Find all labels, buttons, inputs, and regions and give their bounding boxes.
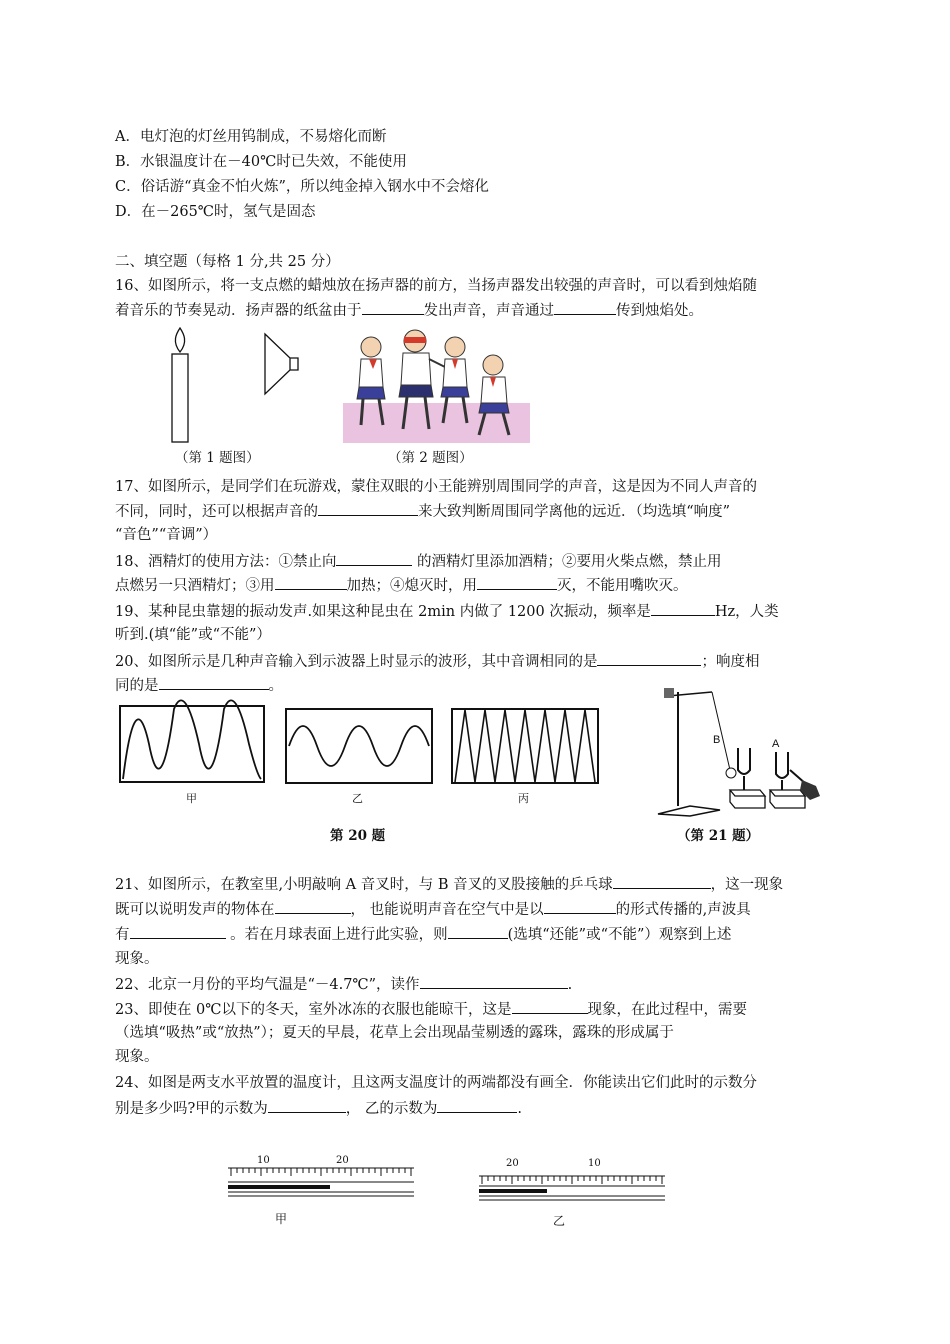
q23-text-b: 现象，在此过程中，需要: [587, 1002, 748, 1018]
q21-text-c: 既可以说明发声的物体在: [115, 902, 275, 918]
q20-blank-2[interactable]: [159, 675, 269, 690]
option-a: A．电灯泡的灯丝用钨制成，不易熔化而断: [115, 129, 387, 145]
q18-line1: [115, 551, 722, 572]
q19-blank-1[interactable]: [651, 601, 715, 616]
thermometer-jia-label: 甲: [275, 1212, 288, 1226]
q19-text-b: Hz，人类: [714, 604, 779, 620]
q24-text-c: .: [517, 1101, 522, 1117]
q23-blank-1[interactable]: [512, 999, 588, 1014]
q22-line: [115, 974, 572, 995]
q17-line1: 17、如图所示，是同学们在玩游戏，蒙住双眼的小王能辨别周围同学的声音，这是因为不同人声音的: [115, 479, 757, 495]
q16-line2: [115, 300, 703, 321]
q20-line2: [115, 675, 283, 696]
thermometer-yi: [479, 1174, 665, 1204]
q16-text-c: 传到烛焰处。: [616, 303, 703, 319]
children-game-figure: [343, 325, 530, 443]
q22-blank-1[interactable]: [420, 974, 568, 989]
q16-text-a: 着音乐的节奏晃动．扬声器的纸盆由于: [115, 303, 362, 319]
q17-text-a: 不同，同时，还可以根据声音的: [115, 504, 318, 520]
q21-blank-5[interactable]: [448, 924, 508, 939]
q16-text-b: 发出声音，声音通过: [423, 303, 554, 319]
q19-line2: 听到.(填“能”或“不能”）: [115, 627, 271, 643]
q20-text-b: ；响度相: [701, 654, 760, 670]
q21-text-d: ， 也能说明声音在空气中是以: [350, 902, 544, 918]
q22-text-b: .: [567, 977, 573, 993]
candle-icon: [172, 354, 188, 442]
thermometer-jia-tick-20: 20: [336, 1155, 349, 1166]
q17-line3: “音色”“音调”）: [115, 527, 218, 543]
q21-line2: [115, 899, 751, 920]
q23-line1: [115, 999, 747, 1020]
q23-line3: 现象。: [115, 1049, 159, 1065]
q18-text-d: 加热；④熄灭时，用: [346, 578, 477, 594]
fig21-caption: （第 21 题）: [677, 828, 760, 844]
q18-text-a: 18、酒精灯的使用方法：①禁止向: [115, 554, 337, 570]
q20-text-c: 同的是: [115, 678, 159, 694]
q24-blank-1[interactable]: [268, 1098, 346, 1113]
q18-text-b: 的酒精灯里添加酒精；②要用火柴点燃，禁止用: [412, 554, 722, 570]
thermometer-jia-tick-10: 10: [257, 1155, 270, 1166]
q21-blank-3[interactable]: [544, 899, 616, 914]
q20-blank-1[interactable]: [597, 651, 701, 666]
option-b: B．水银温度计在－40℃时已失效，不能使用: [115, 154, 407, 170]
q24-line1: 24、如图是两支水平放置的温度计，且这两支温度计的两端都没有画全．你能读出它们此时的示数分: [115, 1075, 757, 1091]
q21-text-g: 。若在月球表面上进行此实验，则: [225, 927, 448, 943]
fork-label-a: A: [772, 738, 780, 750]
thermometer-yi-tick-20: 20: [506, 1158, 519, 1169]
q17-blank-1[interactable]: [318, 501, 418, 516]
flame-icon: [175, 328, 184, 352]
ball-icon: [726, 768, 736, 778]
speaker-icon: [265, 334, 298, 394]
fork-label-b: B: [713, 734, 721, 746]
thermometer-yi-tick-10: 10: [588, 1158, 601, 1169]
fig1-caption: （第 1 题图）: [175, 450, 260, 466]
fig2-caption: （第 2 题图）: [388, 450, 473, 466]
option-d: D．在－265℃时，氢气是固态: [115, 204, 316, 220]
q24-text-b: ， 乙的示数为: [345, 1101, 438, 1117]
q16-line1: 16、如图所示，将一支点燃的蜡烛放在扬声器的前方，当扬声器发出较强的声音时，可以看到烛焰随: [115, 278, 757, 294]
wave-label-jia: 甲: [186, 793, 197, 805]
fig20-caption: 第 20 题: [330, 828, 386, 844]
q20-line1: [115, 651, 759, 672]
wave-label-yi: 乙: [352, 793, 363, 805]
q17-line2: [115, 501, 730, 522]
thermometer-yi-label: 乙: [553, 1214, 566, 1228]
q18-line2: [115, 575, 688, 596]
waveform-jia: [119, 705, 265, 783]
candle-speaker-figure: [160, 328, 310, 448]
section-heading: 二、填空题（每格 1 分,共 25 分）: [115, 254, 340, 270]
q21-text-e: 的形式传播的,声波具: [615, 902, 751, 918]
q18-blank-1[interactable]: [336, 551, 412, 566]
q19-line1: [115, 601, 779, 622]
q19-text-a: 19、某种昆虫靠翅的振动发声.如果这种昆虫在 2min 内做了 1200 次振动，频率是: [115, 604, 651, 620]
q16-blank-1[interactable]: [362, 300, 424, 315]
q18-text-c: 点燃另一只酒精灯；③用: [115, 578, 275, 594]
q21-text-h: (选填“还能”或“不能”）观察到上述: [507, 927, 732, 943]
q23-line2: （选填“吸热”或“放热”）；夏天的早晨，花草上会出现晶莹剔透的露珠，露珠的形成属于: [115, 1025, 674, 1041]
tuning-fork-figure: [650, 678, 830, 823]
waveform-bing: [451, 708, 599, 784]
q23-text-a: 23、即使在 0℃以下的冬天，室外冰冻的衣服也能晾干，这是: [115, 1002, 512, 1018]
q18-blank-3[interactable]: [477, 575, 557, 590]
q24-blank-2[interactable]: [437, 1098, 517, 1113]
q21-blank-4[interactable]: [130, 924, 226, 939]
q21-blank-2[interactable]: [275, 899, 351, 914]
q21-text-b: ，这一现象: [710, 877, 784, 893]
q24-text-a: 别是多少吗?甲的示数为: [115, 1101, 268, 1117]
q18-text-e: 灭，不能用嘴吹灭。: [557, 578, 688, 594]
q21-line1: [115, 874, 783, 895]
q17-text-b: 来大致判断周围同学离他的远近．（均选填“响度”: [418, 504, 731, 520]
q24-line2: [115, 1098, 522, 1119]
waveform-yi: [285, 708, 433, 784]
q21-line3: [115, 924, 731, 945]
q21-text-a: 21、如图所示，在教室里,小明敲响 A 音叉时，与 B 音叉的叉股接触的乒乓球: [115, 877, 613, 893]
q22-text-a: 22、北京一月份的平均气温是“－4.7℃”，读作: [115, 977, 420, 993]
option-c: C．俗话游“真金不怕火炼”，所以纯金掉入钢水中不会熔化: [115, 179, 489, 195]
thermometer-jia: [228, 1166, 414, 1206]
wave-label-bing: 丙: [518, 793, 529, 805]
q16-blank-2[interactable]: [554, 300, 616, 315]
q20-text-d: 。: [268, 678, 283, 694]
q21-blank-1[interactable]: [613, 874, 711, 889]
q20-text-a: 20、如图所示是几种声音输入到示波器上时显示的波形，其中音调相同的是: [115, 654, 598, 670]
q18-blank-2[interactable]: [275, 575, 347, 590]
q21-text-f: 有: [115, 927, 130, 943]
q21-line4: 现象。: [115, 951, 159, 967]
